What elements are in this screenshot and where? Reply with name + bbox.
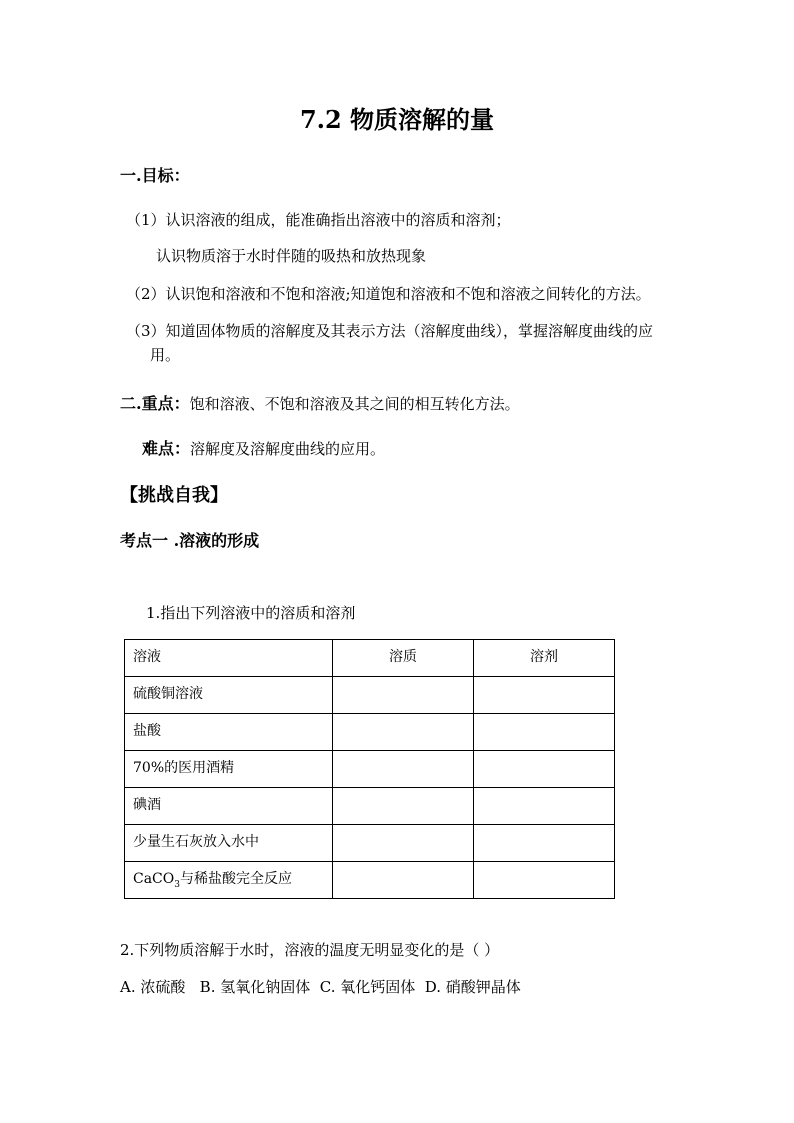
difficult-label: 难点： bbox=[142, 439, 191, 458]
solvent-cell[interactable] bbox=[474, 788, 615, 825]
keypoints-line bbox=[120, 391, 520, 414]
caco3-prefix: CaCO bbox=[133, 871, 175, 887]
section1-heading: 考点一 .溶液的形成 bbox=[120, 531, 260, 550]
keypoints-text: 饱和溶液、不饱和溶液及其之间的相互转化方法。 bbox=[189, 395, 520, 413]
header-solvent: 溶剂 bbox=[474, 640, 615, 677]
table-row bbox=[125, 751, 615, 788]
solute-cell[interactable] bbox=[333, 714, 474, 751]
caco3-subscript: 3 bbox=[174, 879, 180, 890]
goals-heading: 一.目标： bbox=[120, 166, 190, 185]
solution-table bbox=[124, 639, 615, 899]
difficult-text: 溶解度及溶解度曲线的应用。 bbox=[190, 440, 386, 458]
header-solute: 溶质 bbox=[333, 640, 474, 677]
challenge-heading: 【挑战自我】 bbox=[120, 485, 228, 506]
row-solution: 碘酒 bbox=[125, 788, 333, 825]
question-1: 1.指出下列溶液中的溶质和溶剂 bbox=[146, 604, 356, 622]
solute-cell[interactable] bbox=[333, 862, 474, 899]
question-2-options: A. 浓硫酸 B. 氢氧化钠固体 C. 氧化钙固体 D. 硝酸钾晶体 bbox=[120, 978, 521, 996]
goal-item-3: （3）知道固体物质的溶解度及其表示方法（溶解度曲线），掌握溶解度曲线的应 bbox=[126, 322, 654, 340]
solvent-cell[interactable] bbox=[474, 751, 615, 788]
row-solution: 70%的医用酒精 bbox=[125, 751, 333, 788]
header-solution: 溶液 bbox=[125, 640, 333, 677]
page-title: 7.2 物质溶解的量 bbox=[299, 105, 495, 134]
solvent-cell[interactable] bbox=[474, 825, 615, 862]
table-row bbox=[125, 677, 615, 714]
goal-item-1: （1）认识溶液的组成，能准确指出溶液中的溶质和溶剂； bbox=[126, 211, 511, 229]
table-row bbox=[125, 862, 615, 899]
row-solution: 硫酸铜溶液 bbox=[125, 677, 333, 714]
goal-item-1b: 认识物质溶于水时伴随的吸热和放热现象 bbox=[156, 247, 427, 265]
solute-cell[interactable] bbox=[333, 751, 474, 788]
solvent-cell[interactable] bbox=[474, 714, 615, 751]
solute-cell[interactable] bbox=[333, 788, 474, 825]
solute-cell[interactable] bbox=[333, 677, 474, 714]
table-row bbox=[125, 788, 615, 825]
keypoints-label: 二.重点： bbox=[120, 394, 190, 413]
solvent-cell[interactable] bbox=[474, 677, 615, 714]
goal-item-3b: 用。 bbox=[150, 346, 181, 364]
table-row bbox=[125, 714, 615, 751]
question-2: 2.下列物质溶解于水时，溶液的温度无明显变化的是（ ） bbox=[120, 941, 500, 959]
difficult-line bbox=[142, 436, 385, 459]
solvent-cell[interactable] bbox=[474, 862, 615, 899]
row-solution: 盐酸 bbox=[125, 714, 333, 751]
table-header-row bbox=[125, 640, 615, 677]
caco3-suffix: 与稀盐酸完全反应 bbox=[179, 871, 292, 887]
row-solution: 少量生石灰放入水中 bbox=[125, 825, 333, 862]
table-row bbox=[125, 825, 615, 862]
goal-item-2: （2）认识饱和溶液和不饱和溶液;知道饱和溶液和不饱和溶液之间转化的方法。 bbox=[126, 285, 651, 303]
row-solution-caco3 bbox=[125, 862, 333, 899]
solute-cell[interactable] bbox=[333, 825, 474, 862]
